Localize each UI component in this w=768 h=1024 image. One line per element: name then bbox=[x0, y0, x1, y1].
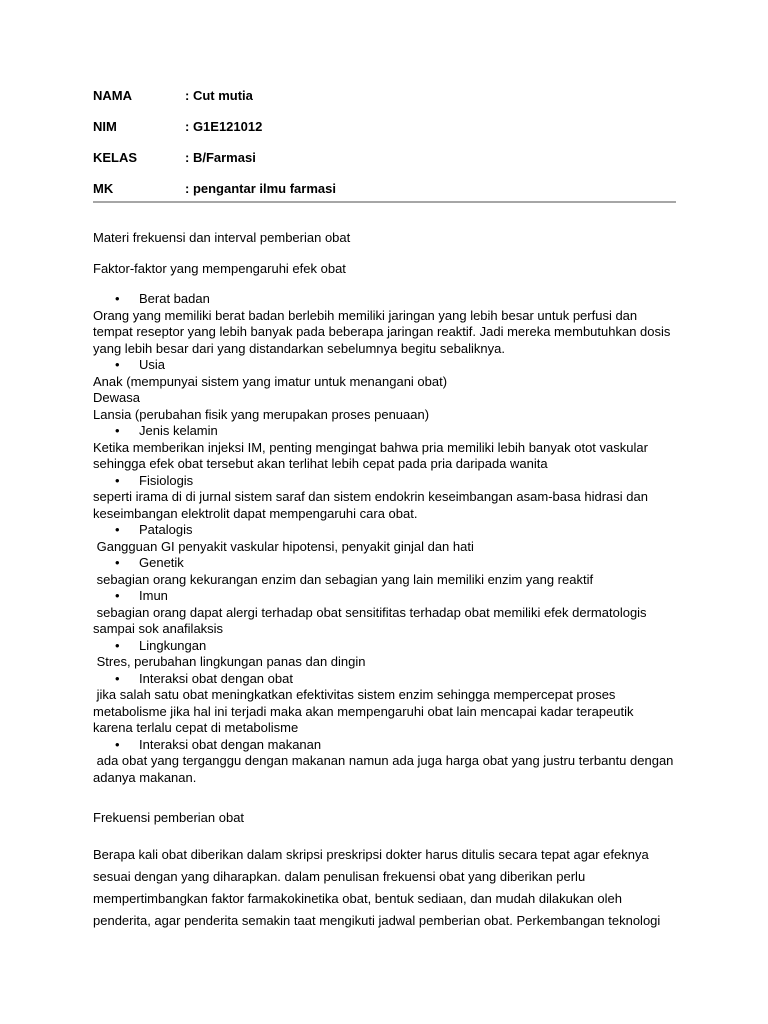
bullet-dot-icon: • bbox=[115, 736, 120, 752]
factor-description-line: sebagian orang dapat alergi terhadap obat sensitifitas terhadap obat memiliki efek dermatologis bbox=[93, 604, 647, 620]
factor-label: Usia bbox=[139, 357, 166, 372]
header-row-nim bbox=[93, 117, 676, 148]
factor-description-line: sehingga efek obat tersebut akan terlihat lebih cepat pada pria daripada wanita bbox=[93, 456, 548, 471]
factor-label: Patalogis bbox=[139, 522, 193, 537]
section-body bbox=[93, 844, 676, 932]
factor-description-line: keseimbangan elektrolit dapat mempengaruhi cara obat. bbox=[93, 505, 418, 521]
factor-bullet bbox=[93, 473, 676, 490]
factor-description-line: metabolisme jika hal ini terjadi maka akan mempengaruhi obat lain mencapai kadar terapeutik bbox=[93, 703, 634, 719]
bullet-dot-icon: • bbox=[115, 555, 120, 570]
factor-bullet bbox=[93, 555, 676, 572]
document-subtitle: Faktor-faktor yang mempengaruhi efek obat bbox=[93, 261, 346, 276]
section-line: mempertimbangkan faktor farmakokinetika obat, bentuk sediaan, dan mudah dilakukan oleh bbox=[93, 891, 622, 906]
header-value: : G1E121012 bbox=[185, 119, 263, 134]
bullet-dot-icon: • bbox=[115, 357, 120, 372]
bullet-dot-icon: • bbox=[115, 588, 120, 603]
factor-label: Fisiologis bbox=[139, 472, 194, 488]
header-row-kelas bbox=[93, 148, 676, 179]
factor-description-line: Dewasa bbox=[93, 390, 140, 405]
identity-header bbox=[93, 86, 676, 203]
section-line: Berapa kali obat diberikan dalam skripsi preskripsi dokter harus ditulis secara tepat agar efeknya bbox=[93, 847, 649, 862]
factor-bullet bbox=[93, 291, 676, 308]
factor-description-line: Ketika memberikan injeksi IM, penting mengingat bahwa pria memiliki lebih banyak otot vaskular bbox=[93, 439, 648, 455]
header-row-mk bbox=[93, 179, 676, 199]
bullet-dot-icon: • bbox=[115, 637, 120, 653]
factor-label: Imun bbox=[139, 588, 168, 603]
factor-description-line: sebagian orang kekurangan enzim dan sebagian yang lain memiliki enzim yang reaktif bbox=[93, 571, 594, 587]
bullet-dot-icon: • bbox=[115, 472, 120, 488]
factor-description-line: Anak (mempunyai sistem yang imatur untuk menangani obat) bbox=[93, 373, 448, 389]
factor-description-line: seperti irama di di jurnal sistem saraf dan sistem endokrin keseimbangan asam-basa hidrasi dan bbox=[93, 489, 648, 504]
factor-list bbox=[93, 291, 676, 786]
factor-description-line: adanya makanan. bbox=[93, 769, 197, 785]
factor-description-line: Orang yang memiliki berat badan berlebih memiliki jaringan yang lebih besar untuk perfusi dan bbox=[93, 307, 638, 323]
factor-description-line: tempat reseptor yang lebih banyak pada beberapa jaringan reaktif. Jadi mereka membutuhkan dosis bbox=[93, 324, 671, 339]
factor-bullet bbox=[93, 588, 676, 605]
bullet-dot-icon: • bbox=[115, 670, 120, 686]
factor-label: Interaksi obat dengan obat bbox=[139, 670, 293, 686]
factor-bullet bbox=[93, 671, 676, 688]
factor-description-line: yang lebih besar dari yang distandarkan sebelumnya begitu sebaliknya. bbox=[93, 340, 505, 356]
bullet-dot-icon: • bbox=[115, 291, 120, 306]
document-title: Materi frekuensi dan interval pemberian obat bbox=[93, 230, 351, 245]
factor-bullet bbox=[93, 638, 676, 655]
factor-description-line: karena terlalu cepat di metabolisme bbox=[93, 720, 299, 735]
header-divider bbox=[93, 201, 676, 203]
header-value: : pengantar ilmu farmasi bbox=[185, 181, 336, 196]
factor-label: Interaksi obat dengan makanan bbox=[139, 736, 322, 752]
header-value: : Cut mutia bbox=[185, 88, 253, 103]
factor-description-line: Stres, perubahan lingkungan panas dan dingin bbox=[93, 654, 366, 669]
factor-label: Lingkungan bbox=[139, 637, 207, 653]
factor-description-line: jika salah satu obat meningkatkan efektivitas sistem enzim sehingga mempercepat proses bbox=[93, 687, 616, 702]
header-label: NIM bbox=[93, 119, 117, 134]
factor-description-line: Lansia (perubahan fisik yang merupakan proses penuaan) bbox=[93, 406, 430, 422]
header-row-nama bbox=[93, 86, 676, 117]
factor-bullet bbox=[93, 357, 676, 374]
factor-bullet bbox=[93, 423, 676, 440]
factor-description-line: Gangguan GI penyakit vaskular hipotensi, penyakit ginjal dan hati bbox=[93, 538, 474, 554]
bullet-dot-icon: • bbox=[115, 423, 120, 438]
header-label: MK bbox=[93, 181, 114, 196]
section-line: penderita, agar penderita semakin taat mengikuti jadwal pemberian obat. Perkembangan teknologi bbox=[93, 913, 661, 928]
factor-description-line: ada obat yang terganggu dengan makanan namun ada juga harga obat yang justru terbantu dengan bbox=[93, 753, 674, 768]
factor-bullet bbox=[93, 737, 676, 754]
header-label: KELAS bbox=[93, 150, 138, 165]
factor-label: Genetik bbox=[139, 555, 184, 570]
section-line: sesuai dengan yang diharapkan. dalam penulisan frekuensi obat yang diberikan perlu bbox=[93, 869, 586, 884]
factor-label: Jenis kelamin bbox=[139, 423, 218, 438]
factor-label: Berat badan bbox=[139, 291, 210, 306]
bullet-dot-icon: • bbox=[115, 522, 120, 537]
header-value: : B/Farmasi bbox=[185, 150, 256, 165]
document-page bbox=[93, 86, 676, 932]
factor-description-line: sampai sok anafilaksis bbox=[93, 621, 224, 636]
header-label: NAMA bbox=[93, 88, 132, 103]
factor-bullet bbox=[93, 522, 676, 539]
section-title: Frekuensi pemberian obat bbox=[93, 810, 245, 825]
